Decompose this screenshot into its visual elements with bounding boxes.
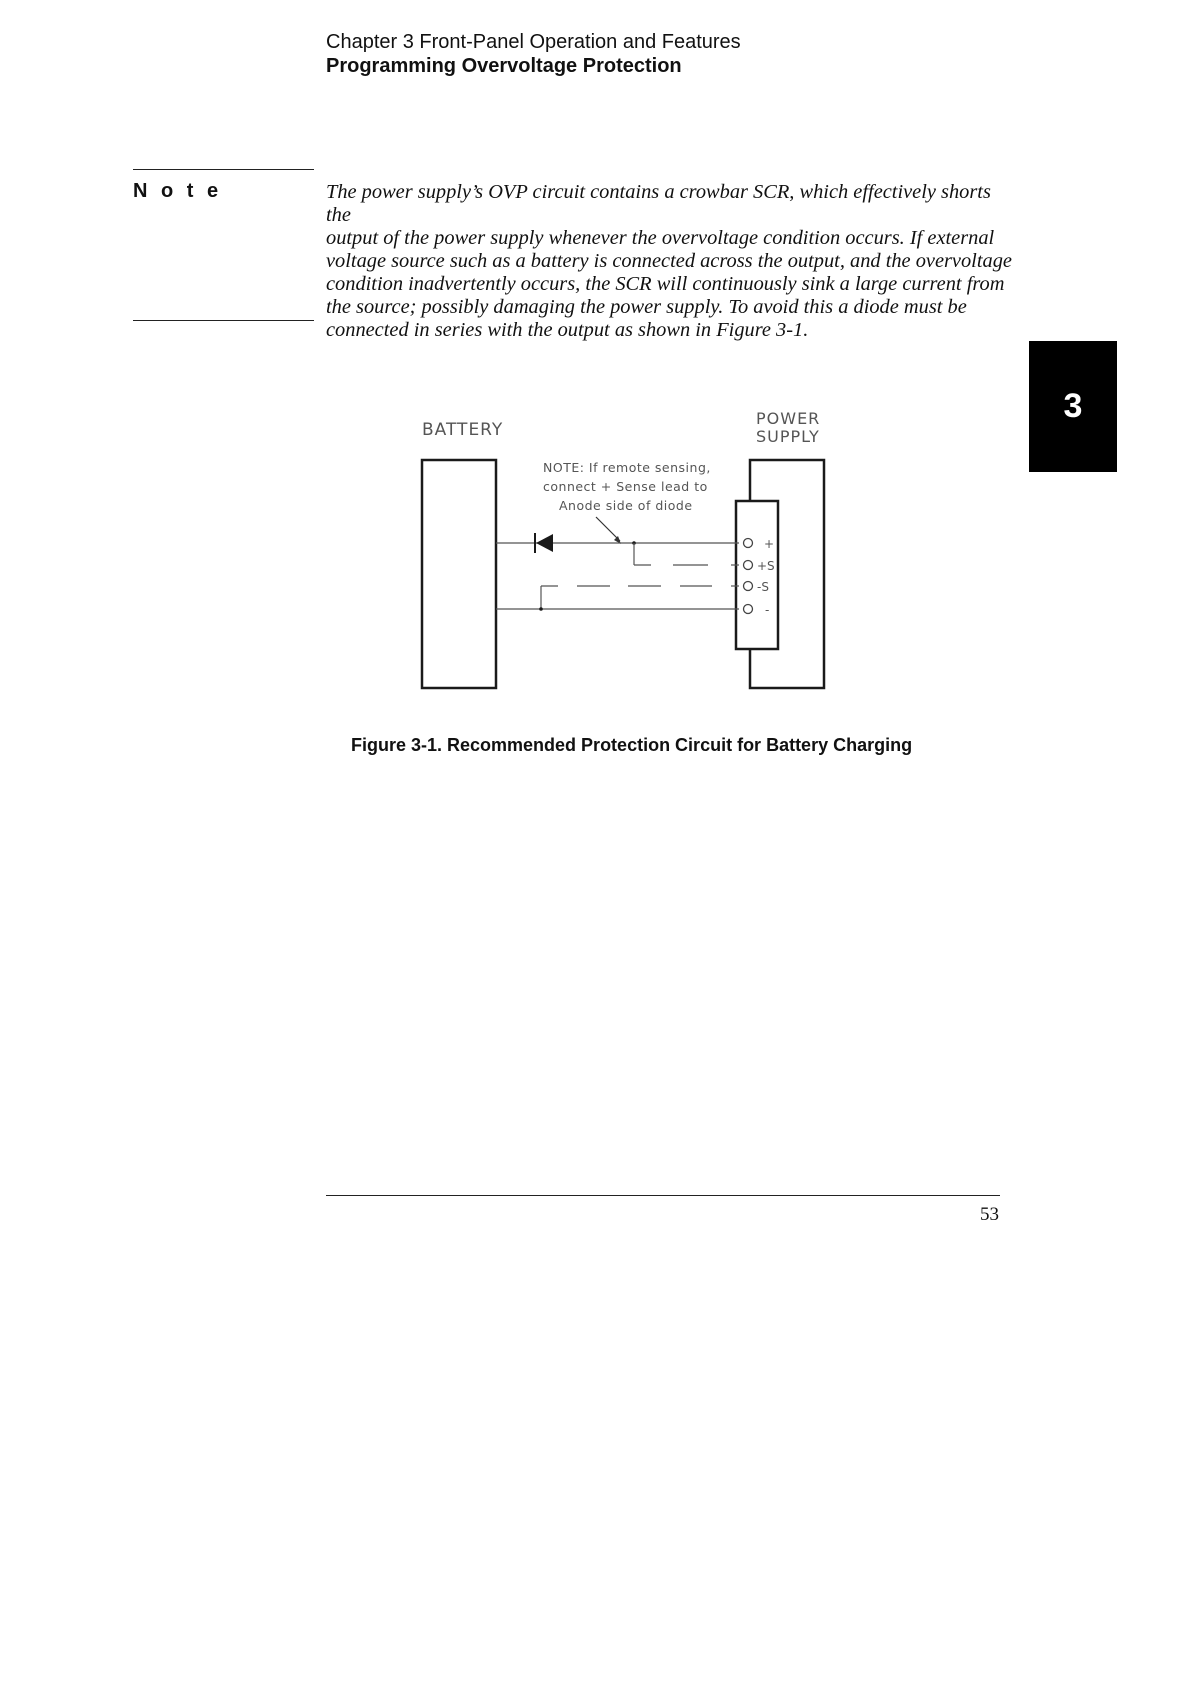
sensing-note-line: Anode side of diode <box>559 498 693 513</box>
note-line: condition inadvertently occurs, the SCR will continuously sink a large current from <box>326 273 1005 295</box>
note-line: voltage source such as a battery is connected across the output, and the overvoltage <box>326 250 1012 272</box>
footer-rule <box>326 1195 1000 1196</box>
terminal-plus <box>744 539 753 548</box>
supply-label: SUPPLY <box>756 427 820 446</box>
note-label: N o t e <box>133 180 223 202</box>
terminal-plus-sense <box>744 561 753 570</box>
note-line: output of the power supply whenever the overvoltage condition occurs. If external <box>326 227 995 249</box>
power-label: POWER <box>756 409 821 428</box>
figure-caption: Figure 3-1. Recommended Protection Circuit for Battery Charging <box>351 735 913 755</box>
section-heading: Programming Overvoltage Protection <box>326 55 682 77</box>
terminal-label: -S <box>757 580 769 594</box>
note-line: The power supply’s OVP circuit contains a crowbar SCR, which effectively shorts the <box>326 181 991 226</box>
terminal-minus <box>744 605 753 614</box>
terminal-label: - <box>765 603 770 617</box>
note-line: the source; possibly damaging the power supply. To avoid this a diode must be <box>326 296 967 318</box>
battery-box <box>422 460 496 688</box>
terminal-minus-sense <box>744 582 753 591</box>
protection-circuit-diagram <box>0 0 1191 760</box>
battery-label: BATTERY <box>422 420 504 440</box>
negative-junction-dot <box>539 607 543 611</box>
sensing-note-line: connect + Sense lead to <box>543 479 708 494</box>
note-line: connected in series with the output as shown in Figure 3-1. <box>326 319 809 341</box>
terminal-block <box>736 501 778 649</box>
sensing-note-line: NOTE: If remote sensing, <box>543 460 711 475</box>
terminal-label: +S <box>757 559 775 573</box>
page-number: 53 <box>980 1204 999 1225</box>
diode-symbol <box>536 534 553 552</box>
chapter-heading: Chapter 3 Front-Panel Operation and Features <box>326 31 741 53</box>
chapter-tab-marker: 3 <box>1029 341 1117 472</box>
note-leader-line <box>596 517 620 541</box>
terminal-label: + <box>764 537 775 551</box>
